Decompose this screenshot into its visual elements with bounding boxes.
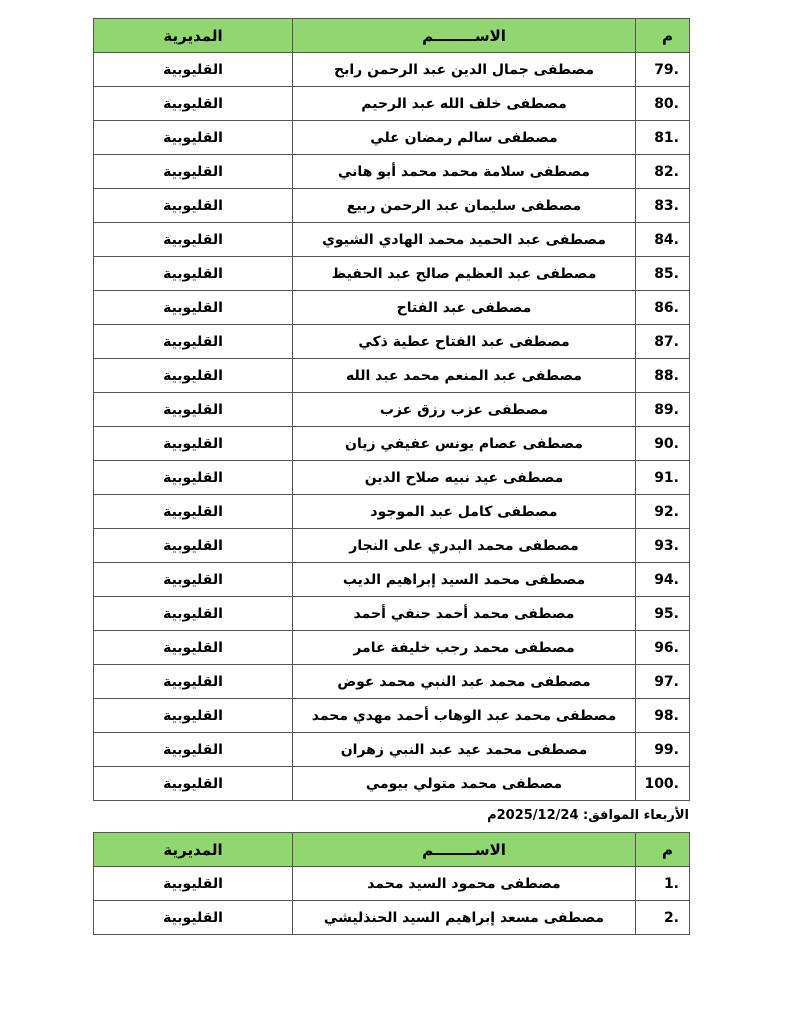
row-number-text: 83. <box>654 197 679 214</box>
row-name: مصطفى محمد متولي بيومي <box>293 767 636 801</box>
row-name: مصطفى مسعد إبراهيم السيد الحنذليشي <box>293 901 636 935</box>
header-name: الاســــــــم <box>293 19 636 53</box>
row-name: مصطفى سالم رمضان علي <box>293 121 636 155</box>
row-name: مصطفى عبد المنعم محمد عبد الله <box>293 359 636 393</box>
table-row <box>94 189 690 223</box>
row-number <box>636 901 690 935</box>
table-body <box>94 867 690 935</box>
table-row <box>94 733 690 767</box>
row-number-text: 91. <box>654 469 679 486</box>
row-number-text: 86. <box>654 299 679 316</box>
row-number-text: 95. <box>654 605 679 622</box>
row-number <box>636 461 690 495</box>
row-directorate: القليوبية <box>94 121 293 155</box>
names-table-1 <box>93 18 690 801</box>
row-name: مصطفى خلف الله عبد الرحيم <box>293 87 636 121</box>
row-name: مصطفى محمد أحمد حنفي أحمد <box>293 597 636 631</box>
row-name: مصطفى عبد الفتاح عطية ذكي <box>293 325 636 359</box>
row-name: مصطفى عبد الفتاح <box>293 291 636 325</box>
row-number-text: 88. <box>654 367 679 384</box>
row-number-text: 94. <box>654 571 679 588</box>
row-name: مصطفى عبد الحميد محمد الهادي الشيوي <box>293 223 636 257</box>
row-name: مصطفى محمد البدري على النجار <box>293 529 636 563</box>
row-number-text: 90. <box>654 435 679 452</box>
row-directorate: القليوبية <box>94 597 293 631</box>
row-name: مصطفى عبد العظيم صالح عبد الحفيظ <box>293 257 636 291</box>
row-directorate: القليوبية <box>94 733 293 767</box>
row-directorate: القليوبية <box>94 359 293 393</box>
row-number <box>636 393 690 427</box>
row-number-text: 82. <box>654 163 679 180</box>
row-name: مصطفى عزب رزق عزب <box>293 393 636 427</box>
row-name: مصطفى محمد السيد إبراهيم الديب <box>293 563 636 597</box>
row-directorate: القليوبية <box>94 427 293 461</box>
table-row <box>94 597 690 631</box>
row-number <box>636 767 690 801</box>
row-number <box>636 427 690 461</box>
row-name: مصطفى سلامة محمد محمد أبو هاني <box>293 155 636 189</box>
row-directorate: القليوبية <box>94 461 293 495</box>
table-row <box>94 121 690 155</box>
table-row <box>94 529 690 563</box>
row-directorate: القليوبية <box>94 767 293 801</box>
row-name: مصطفى سليمان عبد الرحمن ربيع <box>293 189 636 223</box>
table-row <box>94 223 690 257</box>
row-number-text: 2. <box>663 909 679 926</box>
table-row <box>94 87 690 121</box>
row-number-text: 93. <box>654 537 679 554</box>
header-directorate: المديرية <box>94 833 293 867</box>
table-row <box>94 699 690 733</box>
row-name: مصطفى عيد نبيه صلاح الدين <box>293 461 636 495</box>
row-number <box>636 359 690 393</box>
row-directorate: القليوبية <box>94 223 293 257</box>
row-name: مصطفى محمد عبد النبي محمد عوض <box>293 665 636 699</box>
table-header-row <box>94 19 690 53</box>
row-name: مصطفى محمود السيد محمد <box>293 867 636 901</box>
row-name: مصطفى محمد رجب خليفة عامر <box>293 631 636 665</box>
table-row <box>94 257 690 291</box>
row-number <box>636 53 690 87</box>
row-number <box>636 733 690 767</box>
row-number <box>636 529 690 563</box>
row-number <box>636 597 690 631</box>
row-number-text: 97. <box>654 673 679 690</box>
row-directorate: القليوبية <box>94 87 293 121</box>
table-row <box>94 427 690 461</box>
row-directorate: القليوبية <box>94 53 293 87</box>
row-number <box>636 189 690 223</box>
row-name: مصطفى محمد عبد الوهاب أحمد مهدي محمد <box>293 699 636 733</box>
table-row <box>94 325 690 359</box>
row-directorate: القليوبية <box>94 393 293 427</box>
row-number <box>636 495 690 529</box>
table-row <box>94 393 690 427</box>
row-directorate: القليوبية <box>94 665 293 699</box>
row-directorate: القليوبية <box>94 901 293 935</box>
table-header-row <box>94 833 690 867</box>
row-number <box>636 325 690 359</box>
row-directorate: القليوبية <box>94 257 293 291</box>
row-number-text: 80. <box>654 95 679 112</box>
table-row <box>94 461 690 495</box>
row-number-text: 96. <box>654 639 679 656</box>
table-row <box>94 901 690 935</box>
row-number <box>636 155 690 189</box>
row-number <box>636 631 690 665</box>
table-row <box>94 155 690 189</box>
row-number <box>636 867 690 901</box>
row-directorate: القليوبية <box>94 495 293 529</box>
date-note: الأربعاء الموافق: 2025/12/24م <box>487 808 689 823</box>
header-name: الاســــــــم <box>293 833 636 867</box>
row-number-text: 89. <box>654 401 679 418</box>
row-number-text: 79. <box>654 61 679 78</box>
row-directorate: القليوبية <box>94 563 293 597</box>
row-number-text: 87. <box>654 333 679 350</box>
row-directorate: القليوبية <box>94 189 293 223</box>
names-table-2 <box>93 832 690 935</box>
table-row <box>94 53 690 87</box>
row-name: مصطفى جمال الدين عبد الرحمن رابح <box>293 53 636 87</box>
table-row <box>94 665 690 699</box>
row-number <box>636 121 690 155</box>
row-number-text: 1. <box>663 875 679 892</box>
table-row <box>94 495 690 529</box>
row-number <box>636 665 690 699</box>
row-number-text: 92. <box>654 503 679 520</box>
table-body <box>94 53 690 801</box>
table-row <box>94 359 690 393</box>
row-directorate: القليوبية <box>94 155 293 189</box>
row-directorate: القليوبية <box>94 529 293 563</box>
row-name: مصطفى كامل عبد الموجود <box>293 495 636 529</box>
row-number <box>636 563 690 597</box>
row-directorate: القليوبية <box>94 631 293 665</box>
row-number <box>636 257 690 291</box>
row-number-text: 84. <box>654 231 679 248</box>
row-directorate: القليوبية <box>94 867 293 901</box>
row-name: مصطفى عصام يونس عفيفي زيان <box>293 427 636 461</box>
row-number-text: 98. <box>654 707 679 724</box>
table-row <box>94 563 690 597</box>
header-directorate: المديرية <box>94 19 293 53</box>
table-row <box>94 867 690 901</box>
row-number-text: 99. <box>654 741 679 758</box>
row-number <box>636 223 690 257</box>
row-directorate: القليوبية <box>94 325 293 359</box>
header-number: م <box>636 19 690 53</box>
table-row <box>94 631 690 665</box>
row-directorate: القليوبية <box>94 291 293 325</box>
header-number: م <box>636 833 690 867</box>
row-number <box>636 87 690 121</box>
row-directorate: القليوبية <box>94 699 293 733</box>
row-number <box>636 699 690 733</box>
row-number-text: 100. <box>644 775 679 792</box>
row-name: مصطفى محمد عيد عبد النبي زهران <box>293 733 636 767</box>
table-row <box>94 291 690 325</box>
row-number-text: 81. <box>654 129 679 146</box>
table-row <box>94 767 690 801</box>
row-number <box>636 291 690 325</box>
row-number-text: 85. <box>654 265 679 282</box>
